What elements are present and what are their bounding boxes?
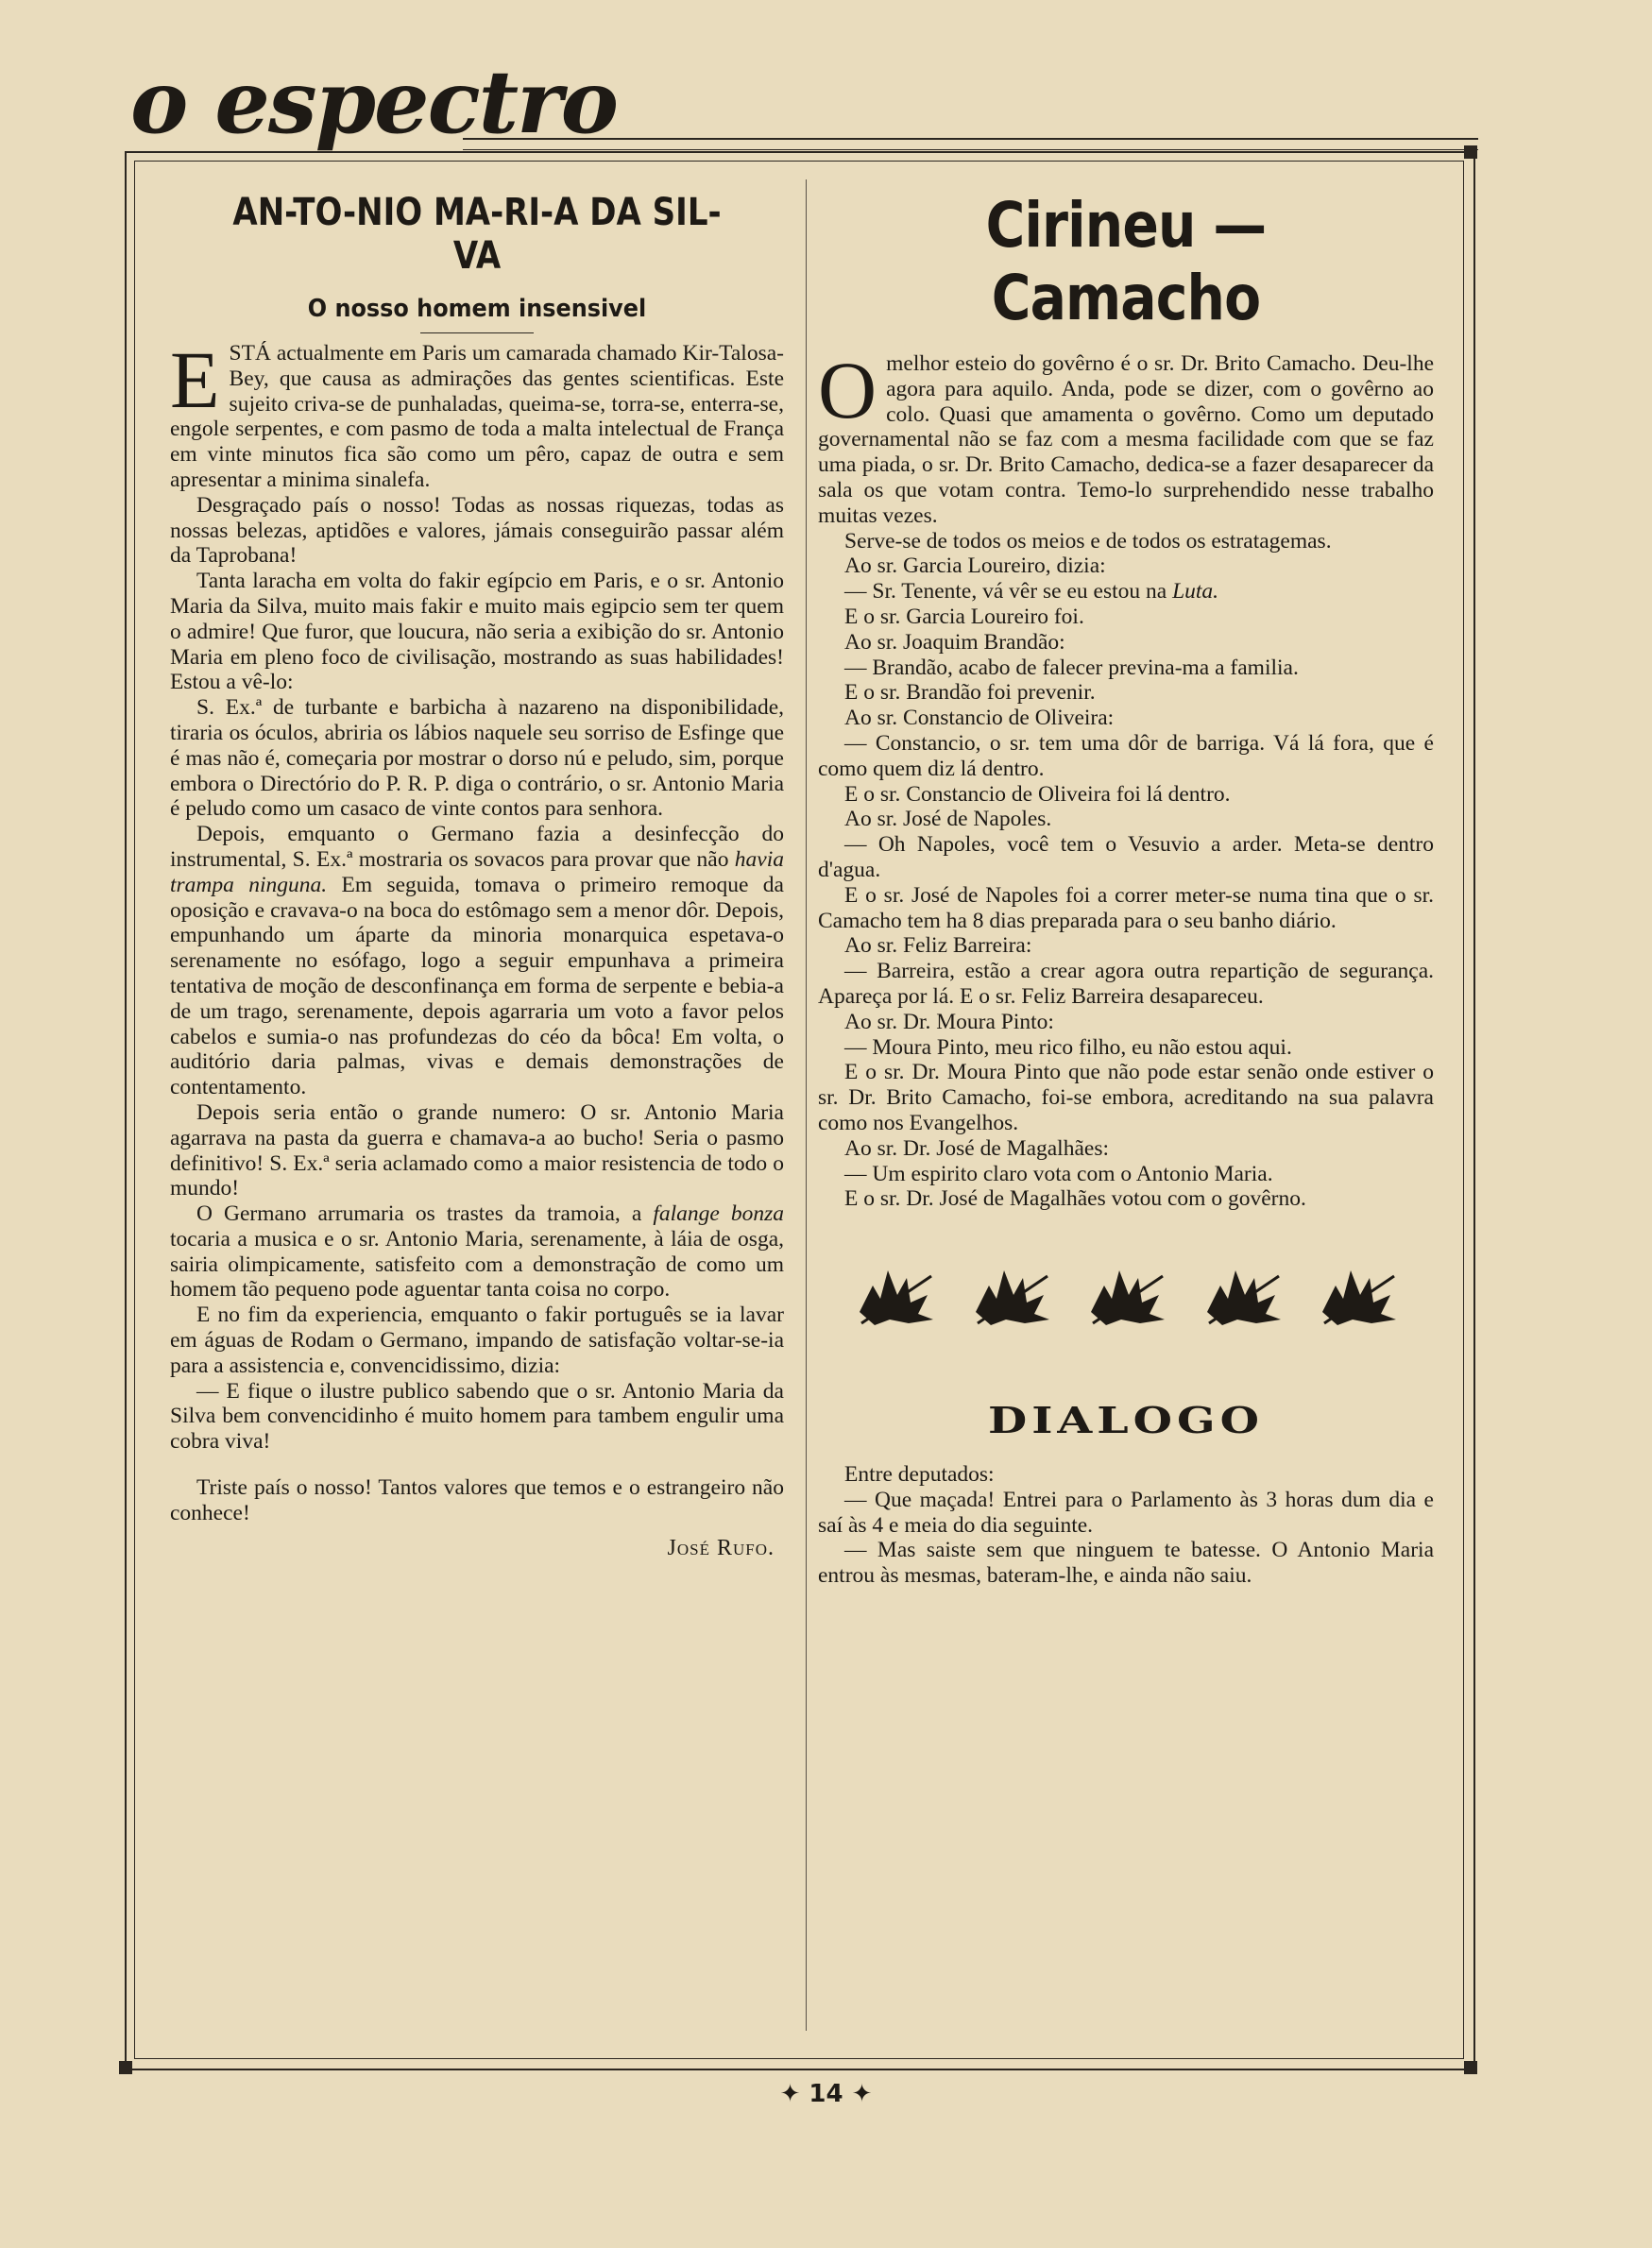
paragraph: Depois seria então o grande numero: O sr. Antonio Maria agarrava na pasta da guerra e chamava-a ao bucho! Seria o pasmo definitivo! S. Ex.ª seria aclamado como a maior resistencia de todo o mundo! [170, 1099, 784, 1201]
paragraph: Tanta laracha em volta do fakir egípcio em Paris, e o sr. Antonio Maria da Silva, muito mais fakir e muito mais egipcio sem ter quem o admire! Que furor, que loucura, não seria a exibição do sr. Antonio Maria em pleno foco de civilisação, mostrando as suas habilidades! Estou a vê-lo: [170, 569, 784, 695]
paragraph: Entre deputados: [844, 1462, 995, 1488]
paragraph: — Mas saiste sem que ninguem te batesse. O Antonio Maria entrou às mesmas, bateram-lhe, e ainda não saiu. [818, 1538, 1434, 1589]
paragraph: — Oh Napoles, você tem o Vesuvio a arder. Meta-se dentro d'agua. [818, 832, 1434, 882]
column-divider [806, 179, 807, 2031]
right-column [818, 189, 1434, 1589]
paragraph: E no fim da experiencia, emquanto o fakir português se ia lavar em águas de Rodam o Germano, impando de satisfação voltar-se-ia para a assistencia e, convencidissimo, dizia: [170, 1303, 784, 1378]
leaf-ornament-icon [1200, 1257, 1285, 1333]
paragraph: — Moura Pinto, meu rico filho, eu não estou aqui. [844, 1034, 1292, 1060]
paragraph-text: tocaria a musica e o sr. Antonio Maria, serenamente, à láia de osga, sairia olimpicamente, satisfeito com a demonstração de como um homem tão pequeno pode aguentar tanta coisa no corpo. [170, 1226, 784, 1303]
paragraph: E o sr. Garcia Loureiro foi. [844, 604, 1084, 629]
article-body-right [818, 345, 1434, 1212]
paragraph [818, 345, 1434, 529]
drop-cap: O [818, 345, 877, 435]
paragraph-text: melhor esteio do govêrno é o sr. Dr. Brito Camacho. Deu-lhe agora para aquilo. Anda, pode se dizer, com o govêrno ao colo. Quasi que amamenta o govêrno. Como um deputado governamental não se faz com a mesma facilidade com que se faz uma piada, o sr. Dr. Brito Camacho, dedica-se a fazer desaparecer da sala os que votam contra. Temo-lo surprehendido nesse trabalho muitas vezes. [818, 351, 1434, 528]
paragraph: Serve-se de todos os meios e de todos os estratagemas. [844, 528, 1332, 553]
corner-ornament [1464, 2061, 1477, 2074]
paragraph [818, 579, 1434, 605]
paragraph [170, 334, 784, 493]
paragraph: E o sr. Brandão foi prevenir. [844, 680, 1096, 706]
title-rule [420, 332, 534, 333]
leaf-ornament-icon [1083, 1257, 1168, 1333]
article-body-left [170, 334, 784, 1526]
paragraph: S. Ex.ª de turbante e barbicha à nazareno na disponibilidade, tiraria os óculos, abriria os lábios naquele seu sorriso de Esfinge que é mas não é, começaria por mostrar o dorso nú e peludo, sim, porque embora o Directório do P. R. P. diga o contrário, o sr. Antonio Maria é peludo como um casaco de vinte contos para senhora. [170, 695, 784, 822]
paragraph: — Brandão, acabo de falecer previna-ma a familia. [844, 655, 1299, 680]
paragraph: E o sr. Dr. Moura Pinto que não pode estar senão onde estiver o sr. Dr. Brito Camacho, foi-se embora, acreditando na sua palavra como nos Evangelhos. [818, 1060, 1434, 1135]
paragraph-text: Em seguida, tomava o primeiro remoque da oposição e cravava-o na boca do estômago sem a menor dôr. Depois, empunhando um áparte da minoria monarquica espetava-o serenamente no esófago, logo a seguir empunhava a primeira tentativa de moção de desconfinança em forma de serpente e bebia-a de um trago, serenamente, depois agarraria um voto a favor pelos cabelos e sumia-o nas profundezas do céo da bôca! Em volta, o auditório daria palmas, vivas e demais demonstrações de contentamento. [170, 872, 784, 1100]
paragraph: Ao sr. Dr. José de Magalhães: [844, 1135, 1109, 1161]
drop-cap: E [170, 334, 220, 425]
page-number: ✦ 14 ✦ [779, 2080, 873, 2108]
corner-ornament [119, 2061, 132, 2074]
italic-text: falange bonza [653, 1201, 784, 1227]
paragraph: — Que maçada! Entrei para o Parlamento às 3 horas dum dia e saí às 4 e meia do dia seguinte. [818, 1487, 1434, 1538]
left-column [170, 189, 784, 1561]
paragraph: E o sr. Constancio de Oliveira foi lá dentro. [844, 781, 1231, 807]
paragraph: Ao sr. Dr. Moura Pinto: [844, 1009, 1054, 1034]
paragraph [170, 822, 784, 1100]
leaf-ornament-icon [852, 1257, 937, 1333]
article-subtitle-left: O nosso homem insensivel [307, 295, 647, 323]
dialogo-body [818, 1462, 1434, 1589]
ornament-row [852, 1257, 1400, 1333]
article-title-left: AN-TO-NIO MA-RI-A DA SIL-VA [232, 191, 722, 278]
paragraph: E o sr. José de Napoles foi a correr meter-se numa tina que o sr. Camacho tem ha 8 dias preparada para o seu banho diário. [818, 882, 1434, 933]
paragraph: Ao sr. Garcia Loureiro, dizia: [844, 553, 1106, 579]
paragraph [170, 1201, 784, 1303]
paragraph-text: STÁ actualmente em Paris um camarada chamado Kir-Talosa-Bey, que causa as admirações das gentes scientificas. Este sujeito criva-se de punhaladas, queima-se, torra-se, enterra-se, engole serpentes, e com pasmo de toda a malta intelectual de França em vinte minutos fica são como um pêro, capaz de outra e sem apresentar a minima sinalefa. [170, 341, 784, 492]
leaf-ornament-icon [1315, 1257, 1400, 1333]
paragraph-text: Depois, emquanto o Germano fazia a desinfecção do instrumental, S. Ex.ª mostraria os sovacos para provar que não [170, 822, 784, 872]
paragraph: — Constancio, o sr. tem uma dôr de barriga. Vá lá fora, que é como quem diz lá dentro. [818, 730, 1434, 781]
paragraph: E o sr. Dr. José de Magalhães votou com o govêrno. [844, 1186, 1306, 1212]
paragraph: — Barreira, estão a crear agora outra repartição de segurança. Apareça por lá. E o sr. Feliz Barreira desapareceu. [818, 959, 1434, 1009]
article-title-right: Cirineu — Camacho [985, 189, 1267, 334]
corner-ornament [1464, 145, 1477, 159]
paragraph: Ao sr. Joaquim Brandão: [844, 629, 1065, 655]
paragraph: Desgraçado país o nosso! Todas as nossas riquezas, todas as nossas belezas, aptidões e valores, jámais conseguirão passar além da Taprobana! [170, 492, 784, 569]
leaf-ornament-icon [968, 1257, 1053, 1333]
italic-text: Luta. [1172, 579, 1219, 605]
paragraph: Ao sr. Feliz Barreira: [844, 933, 1032, 959]
dialogo-title: DIALOGO [988, 1399, 1264, 1442]
paragraph: Triste país o nosso! Tantos valores que temos e o estrangeiro não conhece! [170, 1475, 784, 1525]
paragraph: — E fique o ilustre publico sabendo que o sr. Antonio Maria da Silva bem convencidinho é muito homem para tambem engulir uma cobra viva! [170, 1378, 784, 1455]
paragraph: — Um espirito claro vota com o Antonio Maria. [844, 1161, 1273, 1186]
paragraph: Ao sr. José de Napoles. [844, 807, 1052, 832]
top-rule [463, 138, 1478, 150]
paragraph: Ao sr. Constancio de Oliveira: [844, 706, 1115, 731]
masthead-logo: o espectro [130, 51, 617, 153]
author-signature: José Rufo. [667, 1535, 775, 1560]
paragraph-text: O Germano arrumaria os trastes da tramoia, a [196, 1201, 654, 1227]
paragraph-text: — Sr. Tenente, vá vêr se eu estou na [844, 579, 1173, 605]
italic-text: havia trampa ninguna. [170, 846, 784, 897]
